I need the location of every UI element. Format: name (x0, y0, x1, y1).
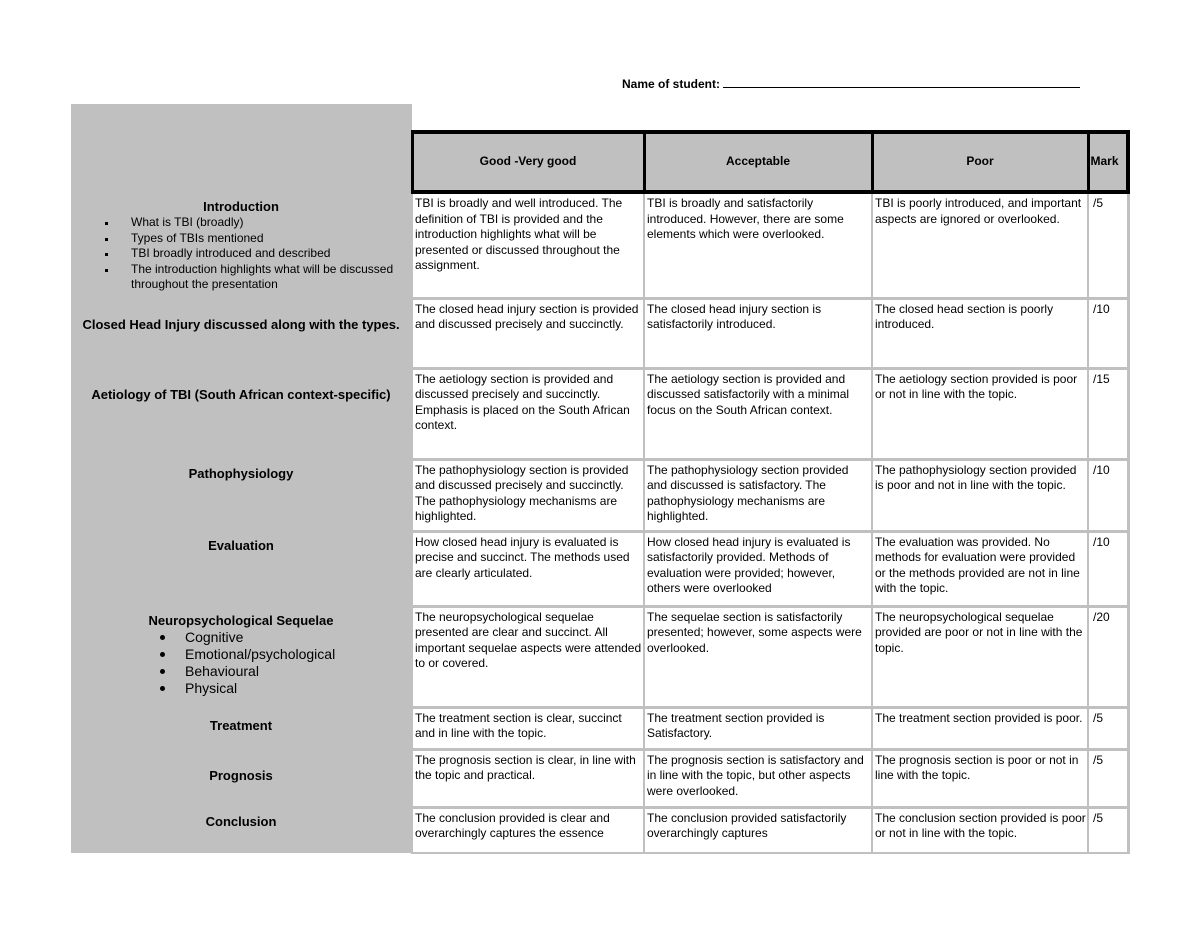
criterion-title: Neuropsychological Sequelae (148, 613, 334, 628)
student-name-label: Name of student: (622, 77, 721, 91)
cell-poor: The prognosis section is poor or not in line with the topic. (872, 749, 1088, 807)
row-label-introduction (71, 192, 412, 298)
cell-mark[interactable]: /5 (1088, 192, 1128, 298)
cell-acceptable: TBI is broadly and satisfactorily introduced. However, there are some elements which were overlooked. (644, 192, 872, 298)
table-row-evaluation (71, 531, 1128, 606)
cell-mark[interactable]: /10 (1088, 531, 1128, 606)
student-name-blank-line[interactable] (723, 76, 1080, 88)
cell-acceptable: The prognosis section is satisfactory and in line with the topic, but other aspects were overlooked. (644, 749, 872, 807)
cell-acceptable: How closed head injury is evaluated is satisfactorily provided. Methods of evaluation were provided; however, others were overlooked (644, 531, 872, 606)
table-row-conclusion (71, 807, 1128, 853)
cell-mark[interactable]: /10 (1088, 459, 1128, 531)
header-blank-cell (71, 132, 412, 192)
bullet-item: What is TBI (broadly) (131, 215, 411, 231)
cell-good: How closed head injury is evaluated is precise and succinct. The methods used are clearly articulated. (412, 531, 644, 606)
cell-poor: TBI is poorly introduced, and important aspects are ignored or overlooked. (872, 192, 1088, 298)
cell-good: The treatment section is clear, succinct and in line with the topic. (412, 707, 644, 749)
row-label-closed-head-injury: Closed Head Injury discussed along with the types. (71, 298, 412, 368)
row-label-aetiology: Aetiology of TBI (South African context-specific) (71, 368, 412, 459)
cell-acceptable: The closed head injury section is satisfactorily introduced. (644, 298, 872, 368)
bullet-item: Cognitive (185, 629, 411, 646)
cell-good: The aetiology section is provided and discussed precisely and succinctly. Emphasis is placed on the South African context. (412, 368, 644, 459)
criterion-bullet-list (71, 629, 411, 697)
student-name-field[interactable] (622, 76, 1080, 91)
row-label-evaluation: Evaluation (71, 531, 412, 606)
cell-mark[interactable]: /20 (1088, 606, 1128, 707)
cell-mark[interactable]: /5 (1088, 749, 1128, 807)
cell-mark[interactable]: /10 (1088, 298, 1128, 368)
cell-acceptable: The pathophysiology section provided and discussed is satisfactory. The pathophysiology mechanisms are highlighted. (644, 459, 872, 531)
column-header-mark: Mark (1088, 132, 1128, 192)
cell-mark[interactable]: /5 (1088, 807, 1128, 853)
cell-mark[interactable]: /5 (1088, 707, 1128, 749)
bullet-item: Behavioural (185, 663, 411, 680)
criterion-title: Introduction (203, 199, 279, 214)
cell-poor: The closed head section is poorly introduced. (872, 298, 1088, 368)
header-spacer (412, 104, 1128, 132)
cell-acceptable: The sequelae section is satisfactorily presented; however, some aspects were overlooked. (644, 606, 872, 707)
cell-acceptable: The aetiology section is provided and discussed satisfactorily with a minimal focus on the South African context. (644, 368, 872, 459)
bullet-item: TBI broadly introduced and described (131, 246, 411, 262)
row-label-prognosis: Prognosis (71, 749, 412, 807)
table-row-treatment (71, 707, 1128, 749)
criterion-bullet-list (71, 215, 411, 293)
cell-poor: The pathophysiology section provided is poor and not in line with the topic. (872, 459, 1088, 531)
table-row-closed-head-injury (71, 298, 1128, 368)
column-header-good: Good -Very good (412, 132, 644, 192)
bullet-item: Physical (185, 680, 411, 697)
table-row-introduction (71, 192, 1128, 298)
cell-poor: The neuropsychological sequelae provided are poor or not in line with the topic. (872, 606, 1088, 707)
bullet-item: Emotional/psychological (185, 646, 411, 663)
row-label-neuropsychological-sequelae (71, 606, 412, 707)
cell-good: The closed head injury section is provided and discussed precisely and succinctly. (412, 298, 644, 368)
bullet-item: The introduction highlights what will be discussed throughout the presentation (131, 262, 411, 293)
cell-acceptable: The conclusion provided satisfactorily overarchingly captures (644, 807, 872, 853)
cell-good: The prognosis section is clear, in line with the topic and practical. (412, 749, 644, 807)
bullet-item: Types of TBIs mentioned (131, 231, 411, 247)
row-label-conclusion: Conclusion (71, 807, 412, 853)
cell-acceptable: The treatment section provided is Satisfactory. (644, 707, 872, 749)
cell-good: TBI is broadly and well introduced. The definition of TBI is provided and the introduction highlights what will be presented or discussed throughout the assignment. (412, 192, 644, 298)
marking-rubric-table (71, 130, 1130, 854)
table-row-aetiology (71, 368, 1128, 459)
cell-poor: The aetiology section provided is poor or not in line with the topic. (872, 368, 1088, 459)
column-header-acceptable: Acceptable (644, 132, 872, 192)
cell-good: The conclusion provided is clear and overarchingly captures the essence (412, 807, 644, 853)
cell-good: The neuropsychological sequelae presented are clear and succinct. All important sequelae aspects were attended to or covered. (412, 606, 644, 707)
column-header-poor: Poor (872, 132, 1088, 192)
table-row-neuropsychological-sequelae (71, 606, 1128, 707)
cell-poor: The treatment section provided is poor. (872, 707, 1088, 749)
cell-poor: The conclusion section provided is poor or not in line with the topic. (872, 807, 1088, 853)
table-row-pathophysiology (71, 459, 1128, 531)
row-label-treatment: Treatment (71, 707, 412, 749)
table-row-prognosis (71, 749, 1128, 807)
cell-poor: The evaluation was provided. No methods for evaluation were provided or the methods provided are not in line with the topic. (872, 531, 1088, 606)
row-label-pathophysiology: Pathophysiology (71, 459, 412, 531)
cell-mark[interactable]: /15 (1088, 368, 1128, 459)
rubric-header-row (71, 132, 1128, 192)
cell-good: The pathophysiology section is provided and discussed precisely and succinctly. The pathophysiology mechanisms are highlighted. (412, 459, 644, 531)
